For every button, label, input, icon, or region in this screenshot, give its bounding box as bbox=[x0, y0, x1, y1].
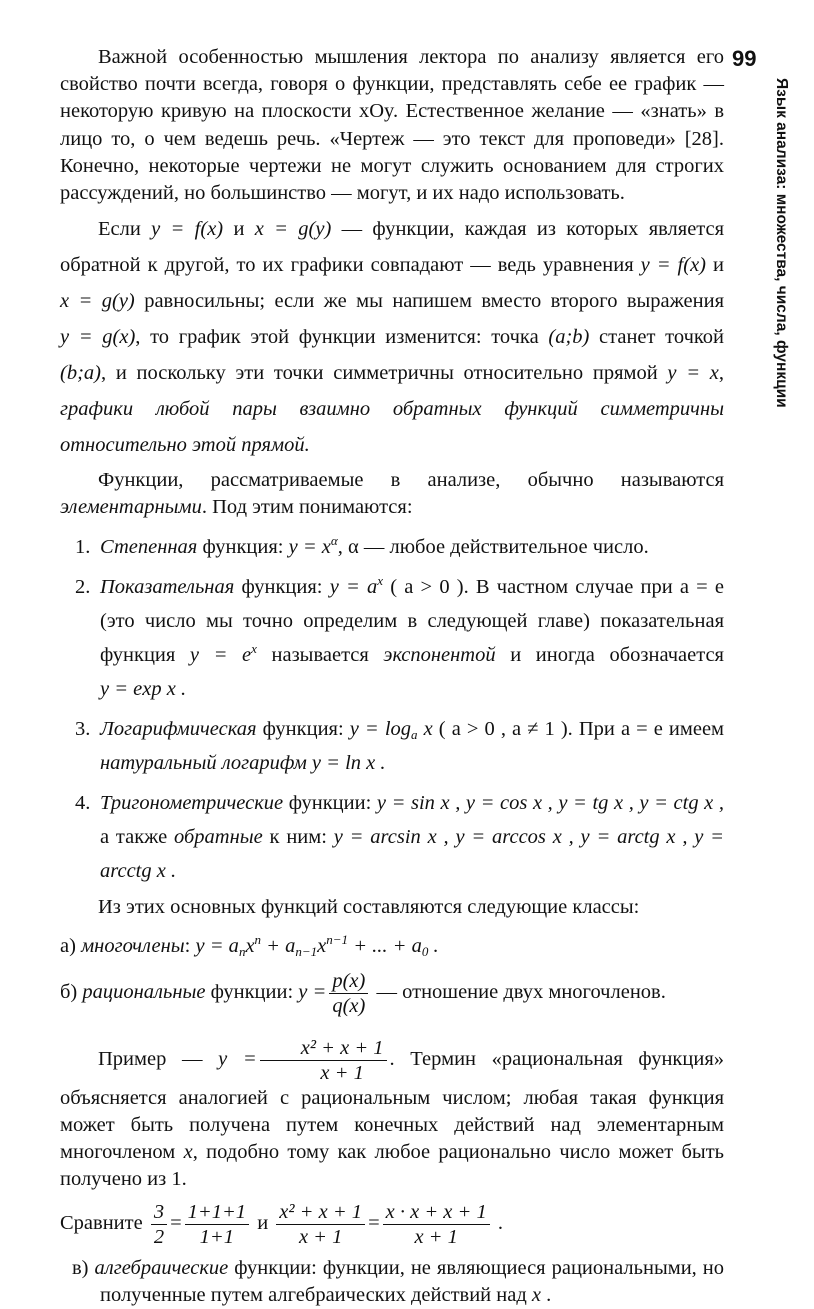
paragraph-elementary-functions: Функции, рассматриваемые в анализе, обычно называются элементарными. Под этим понимаются: bbox=[60, 469, 724, 519]
page-number: 99 bbox=[732, 46, 757, 71]
symmetry-statement: графики любой пары взаимно обратных функций симметричны относительно этой прямой. bbox=[60, 398, 724, 457]
paragraph-inverse-functions: Если y = f(x) и x = g(y) — функции, каждая из которых является обратной к другой, то их графики совпадают — ведь уравнения y = f(x) и x = g(y) равносильны; если же мы напишем вместо второго выражения y = g(x), то график этой функции изменится: точка (a;b) станет точкой (b;a), и поскольку эти точки симметричны относительно прямой y = x, графики любой пары взаимно обратных функций симметричны относительно этой прямой. bbox=[60, 218, 725, 457]
classes-intro: Из этих основных функций составляются следующие классы: bbox=[98, 895, 640, 918]
paragraph-example: Пример — y = $\frac{\text{x² + x + 1}}{x + 1}$ . Термин «рациональная функция» объясняется аналогией с рациональным числом; любая такая функция может быть получена путем конечных действий над элементарным многочленом x, подобно тому как любое рационально число может быть получено из 1. bbox=[60, 1036, 725, 1191]
class-polynomials: а) многочлены: $y = a_nx^n + a_{n-1}x^{n-1}$ + ... + $a_0$ . bbox=[60, 931, 439, 959]
running-header: Язык анализа: множества, числа, функции bbox=[773, 78, 790, 408]
list-item-exponential: 2. Показательная функция: $y = a^x$ ( a > 0 ). В частном случае при a = e (это число мы точно определим в следующей главе) показательная функция $y = e^x$ называется экспонентой и иногда обозначается y = exp x . bbox=[75, 572, 725, 700]
paragraph-graph-intuition: Важной особенностью мышления лектора по анализу является его свойство почти всегда, говоря о функции, представлять себе ее график — некоторую кривую на плоскости xOy. Естественное желание — «знать» в лицо то, о чем ведешь речь. «Чертеж — это текст для проповеди» [28]. Конечно, некоторые чертежи не могут служить основанием для строгих рассуждений, но большинство — могут, и их надо использовать. bbox=[60, 46, 724, 205]
elementary-functions-list bbox=[60, 530, 724, 888]
list-item-power: 1. Степенная функция: $y = x^\alpha$, α — любое действительное число. bbox=[75, 532, 649, 558]
list-item-trigonometric: 4. Тригонометрические функции: y = sin x , y = cos x , y = tg x , y = ctg x , а также обратные к ним: y = arcsin x , y = arccos x , y = arctg x , y = arcctg x . bbox=[75, 791, 725, 882]
paragraph-compare: Сравните $\frac{3}{2}$ = $\frac{1+1+1}{1+1}$ и $\frac{\text{x² + x + 1}}{x + 1}$ = $\frac{x \cdot x + x + 1}{x + 1}$ . bbox=[60, 1200, 503, 1248]
list-item-logarithmic: 3. Логарифмическая функция: $y = \log_a x$ ( a > 0 , a ≠ 1 ). При a = e имеем натуральный логарифм y = ln x . bbox=[75, 717, 725, 774]
running-header-container bbox=[770, 78, 792, 678]
body-text bbox=[60, 44, 724, 1309]
class-algebraic: в) алгебраические функции: функции, не являющиеся рациональными, но полученные путем алгебраических действий над x . bbox=[72, 1256, 725, 1306]
class-rational: б) рациональные функции: y = $\frac{p(x)}{q(x)}$ — отношение двух многочленов. bbox=[60, 969, 666, 1017]
function-classes bbox=[60, 929, 724, 1018]
